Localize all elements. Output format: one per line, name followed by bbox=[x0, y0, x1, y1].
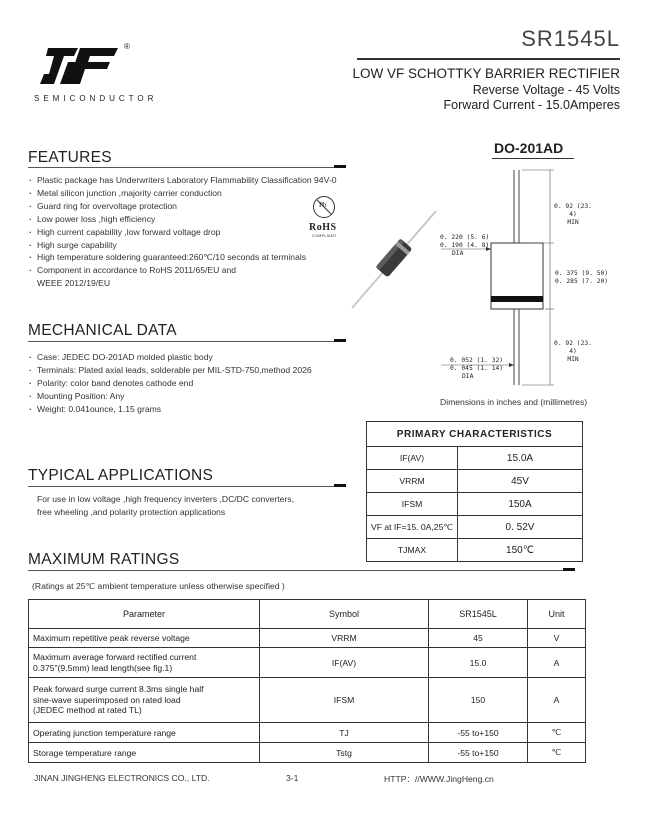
dim-value: MIN bbox=[567, 356, 579, 363]
dim-wire-diameter bbox=[450, 357, 503, 381]
mechanical-list bbox=[28, 351, 358, 416]
dim-value: 0. 375 (9. 50) bbox=[555, 270, 609, 277]
applications-divider bbox=[28, 486, 346, 487]
symbol-cell: IFSM bbox=[367, 493, 458, 516]
table-header-row bbox=[29, 600, 586, 629]
header-part: SR1545L bbox=[429, 600, 528, 629]
mechanical-divider-accent bbox=[334, 339, 346, 342]
value-cell: 150A bbox=[458, 493, 583, 516]
dim-value: 0. 190 (4. 8) bbox=[440, 242, 490, 249]
unit-cell: V bbox=[528, 629, 586, 648]
parameter-line: (JEDEC method at rated TL) bbox=[33, 705, 142, 716]
unit-cell: A bbox=[528, 648, 586, 678]
table-row bbox=[367, 516, 583, 539]
company-tagline: SEMICONDUCTOR bbox=[34, 94, 158, 103]
footer-page-number: 3-1 bbox=[286, 773, 299, 783]
value-cell: 15.0 bbox=[429, 648, 528, 678]
maximum-ratings-table bbox=[28, 599, 586, 763]
dim-value: 0. 285 (7. 20) bbox=[555, 278, 609, 285]
dim-value: DIA bbox=[462, 373, 474, 380]
diode-image bbox=[340, 208, 440, 312]
features-divider-accent bbox=[334, 165, 346, 168]
header-divider bbox=[357, 58, 620, 60]
parameter-line: Peak forward surge current 8.3ms single half bbox=[33, 684, 204, 695]
footer-url[interactable]: HTTP：//WWW.JingHeng.cn bbox=[384, 774, 494, 784]
mechanical-title: MECHANICAL DATA bbox=[28, 322, 177, 339]
applications-title: TYPICAL APPLICATIONS bbox=[28, 467, 214, 484]
unit-cell: ℃ bbox=[528, 743, 586, 763]
dim-value: 0. 92 (23. 4) bbox=[554, 203, 592, 218]
mechanical-divider bbox=[28, 341, 346, 342]
value-cell: 150 bbox=[429, 678, 528, 723]
features-item: · Plastic package has Underwriters Laboratory Flammability Classification 94V-0 bbox=[28, 174, 408, 187]
table-row bbox=[367, 470, 583, 493]
ratings-divider-accent bbox=[563, 568, 575, 571]
parameter-line: Operating junction temperature range bbox=[33, 727, 176, 738]
dim-value: 0. 92 (23. 4) bbox=[554, 340, 592, 355]
rohs-sublabel: COMPLIANT bbox=[312, 234, 337, 238]
parameter-line: 0.375"(9.5mm) lead length(see fig.1) bbox=[33, 662, 173, 673]
applications-text-line2: free wheeling ,and polarity protection applications bbox=[37, 507, 226, 517]
package-title-underline bbox=[492, 158, 574, 159]
pb-label: Pb bbox=[319, 201, 327, 209]
dim-lead-length-top bbox=[553, 203, 593, 227]
primary-characteristics-table bbox=[366, 421, 583, 562]
features-item: · Low power loss ,high efficiency bbox=[28, 213, 408, 226]
features-item: · High temperature soldering guaranteed:260℃/10 seconds at terminals bbox=[28, 251, 408, 264]
mechanical-item: · Polarity: color band denotes cathode end bbox=[28, 377, 358, 390]
unit-cell: A bbox=[528, 678, 586, 723]
dim-value: 0. 220 (5. 6) bbox=[440, 234, 490, 241]
features-item: · High surge capability bbox=[28, 239, 408, 252]
table-row bbox=[29, 723, 586, 743]
parameter-line: Maximum average forward rectified current bbox=[33, 652, 197, 662]
reverse-voltage: Reverse Voltage - 45 Volts bbox=[472, 83, 620, 97]
symbol-cell: VRRM bbox=[367, 470, 458, 493]
unit-cell: ℃ bbox=[528, 723, 586, 743]
dim-value: MIN bbox=[567, 219, 579, 226]
symbol-cell: IF(AV) bbox=[260, 648, 429, 678]
value-cell: 150℃ bbox=[458, 539, 583, 562]
dim-body-length bbox=[555, 270, 608, 286]
parameter-cell bbox=[29, 629, 260, 648]
symbol-cell: TJMAX bbox=[367, 539, 458, 562]
dim-value: 0. 052 (1. 32) bbox=[450, 357, 504, 364]
table-row bbox=[367, 539, 583, 562]
parameter-cell bbox=[29, 743, 260, 763]
value-cell: -55 to+150 bbox=[429, 743, 528, 763]
pb-free-icon bbox=[312, 195, 336, 219]
features-weee: WEEE 2012/19/EU bbox=[37, 278, 111, 288]
features-item: · High current capability ,low forward voltage drop bbox=[28, 226, 408, 239]
table-row bbox=[367, 493, 583, 516]
table-row bbox=[29, 648, 586, 678]
parameter-cell bbox=[29, 678, 260, 723]
footer-company: JINAN JINGHENG ELECTRONICS CO., LTD. bbox=[34, 773, 210, 783]
parameter-cell bbox=[29, 723, 260, 743]
dim-lead-length-bottom bbox=[553, 340, 593, 364]
value-cell: 15.0A bbox=[458, 447, 583, 470]
features-divider bbox=[28, 167, 346, 168]
forward-current: Forward Current - 15.0Amperes bbox=[443, 98, 620, 112]
dim-value: DIA bbox=[452, 250, 464, 257]
mechanical-item: · Weight: 0.041ounce, 1.15 grams bbox=[28, 403, 358, 416]
dimensions-caption: Dimensions in inches and (millimetres) bbox=[440, 397, 588, 407]
table-row bbox=[29, 629, 586, 648]
parameter-line: Maximum repetitive peak reverse voltage bbox=[33, 633, 190, 643]
header-parameter: Parameter bbox=[29, 600, 260, 629]
dim-body-diameter bbox=[440, 234, 489, 258]
mechanical-item: · Mounting Position: Any bbox=[28, 390, 358, 403]
applications-text-line1: For use in low voltage ,high frequency inverters ,DC/DC converters, bbox=[37, 494, 294, 504]
parameter-cell bbox=[29, 648, 260, 678]
ratings-divider bbox=[28, 570, 575, 571]
features-item: · Metal silicon junction ,majority carrier conduction bbox=[28, 187, 408, 200]
part-number: SR1545L bbox=[521, 26, 620, 51]
symbol-cell: IFSM bbox=[260, 678, 429, 723]
applications-divider-accent bbox=[334, 484, 346, 487]
header-symbol: Symbol bbox=[260, 600, 429, 629]
symbol-cell: VRRM bbox=[260, 629, 429, 648]
package-title: DO-201AD bbox=[494, 140, 564, 156]
registered-mark: ® bbox=[124, 42, 130, 51]
value-cell: 45V bbox=[458, 470, 583, 493]
header-unit: Unit bbox=[528, 600, 586, 629]
features-item: · Guard ring for overvoltage protection bbox=[28, 200, 408, 213]
primary-characteristics-title: PRIMARY CHARACTERISTICS bbox=[367, 422, 583, 447]
product-title: LOW VF SCHOTTKY BARRIER RECTIFIER bbox=[352, 66, 620, 81]
symbol-cell: Tstg bbox=[260, 743, 429, 763]
value-cell: -55 to+150 bbox=[429, 723, 528, 743]
features-item: · Component in accordance to RoHS 2011/65/EU and bbox=[28, 264, 408, 277]
ratings-title: MAXIMUM RATINGS bbox=[28, 551, 180, 568]
mechanical-item: · Case: JEDEC DO-201AD molded plastic body bbox=[28, 351, 358, 364]
rohs-label: RoHS bbox=[309, 222, 337, 233]
symbol-cell: TJ bbox=[260, 723, 429, 743]
value-cell: 0. 52V bbox=[458, 516, 583, 539]
features-title: FEATURES bbox=[28, 149, 112, 166]
symbol-cell: VF at IF=15. 0A,25℃ bbox=[367, 516, 458, 539]
table-row bbox=[29, 743, 586, 763]
symbol-cell: IF(AV) bbox=[367, 447, 458, 470]
value-cell: 45 bbox=[429, 629, 528, 648]
company-logo bbox=[34, 44, 126, 86]
parameter-line: Storage temperature range bbox=[33, 747, 137, 758]
dim-value: 0. 045 (1. 14) bbox=[450, 365, 504, 372]
ratings-note: (Ratings at 25℃ ambient temperature unless otherwise specified ) bbox=[32, 581, 285, 591]
mechanical-item: · Terminals: Plated axial leads, solderable per MIL-STD-750,method 2026 bbox=[28, 364, 358, 377]
table-row bbox=[29, 678, 586, 723]
parameter-line: sine-wave superimposed on rated load bbox=[33, 694, 181, 705]
table-row bbox=[367, 447, 583, 470]
